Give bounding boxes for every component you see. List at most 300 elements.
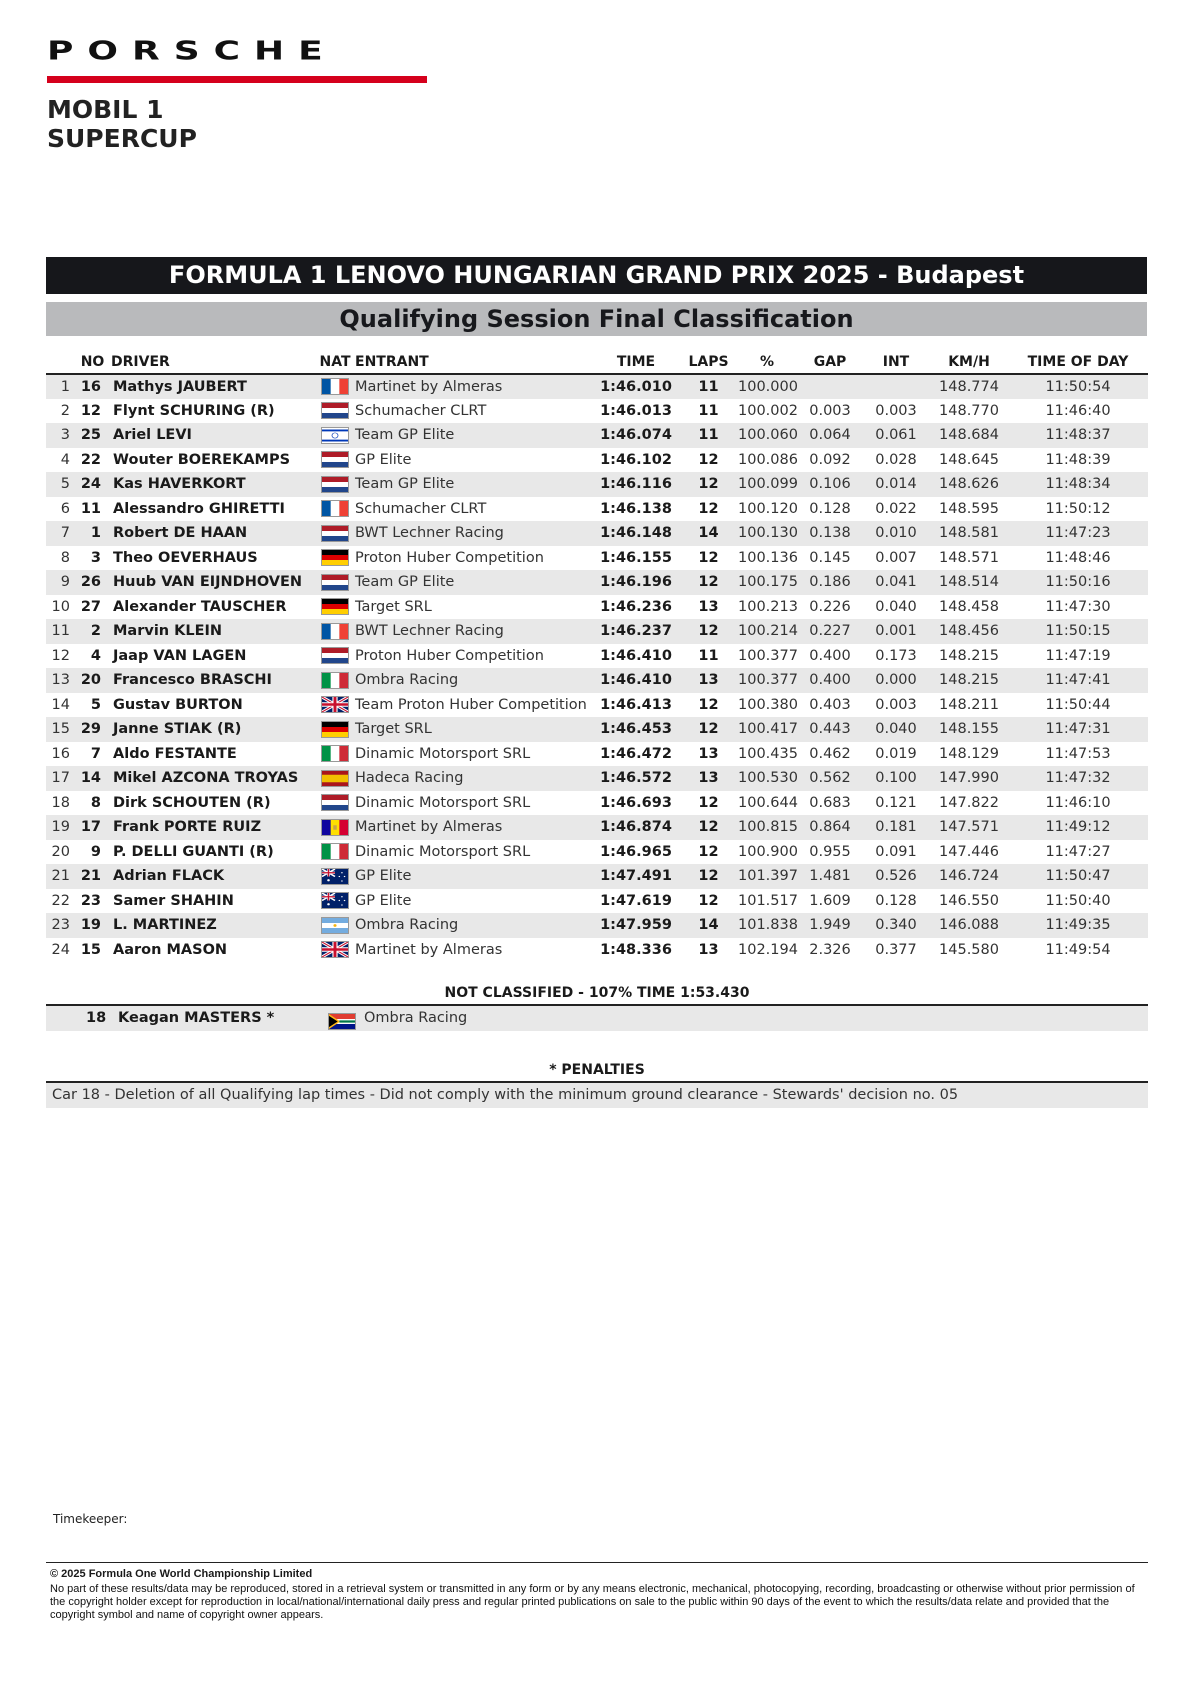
nc-entrant: Ombra Racing xyxy=(364,1010,468,1026)
results-body xyxy=(46,374,1148,962)
cell-int: 0.377 xyxy=(875,941,917,958)
series-name xyxy=(47,95,197,153)
cell-no: 4 xyxy=(90,647,101,664)
cell-kmh: 148.581 xyxy=(930,521,1008,546)
table-row xyxy=(46,938,1148,963)
cell-pct: 100.435 xyxy=(738,745,798,762)
flag-icon xyxy=(321,574,349,591)
cell-entrant: Target SRL xyxy=(355,598,432,615)
cell-entrant: Proton Huber Competition xyxy=(355,647,544,664)
table-row xyxy=(46,815,1148,840)
cell-kmh: 148.458 xyxy=(939,598,999,615)
not-classified-title: NOT CLASSIFIED - 107% TIME 1:53.430 xyxy=(444,985,750,1001)
cell-nat xyxy=(317,644,353,669)
cell-kmh: 148.595 xyxy=(939,500,999,517)
cell-gap: 0.092 xyxy=(809,451,851,468)
cell-laps: 13 xyxy=(681,766,736,791)
cell-time: 1:46.410 xyxy=(600,647,672,664)
cell-laps: 11 xyxy=(681,423,736,448)
cell-tod: 11:48:46 xyxy=(1045,549,1111,566)
cell-pct: 100.000 xyxy=(736,374,798,399)
table-row xyxy=(46,546,1148,571)
cell-int xyxy=(862,374,930,399)
table-row xyxy=(46,521,1148,546)
cell-no: 12 xyxy=(80,402,101,419)
table-row xyxy=(46,717,1148,742)
cell-driver: Frank PORTE RUIZ xyxy=(109,815,317,840)
cell-pos: 21 xyxy=(46,864,76,889)
cell-nat xyxy=(317,742,353,767)
cell-laps: 12 xyxy=(698,696,719,713)
cell-tod: 11:47:41 xyxy=(1008,668,1148,693)
cell-driver: Dirk SCHOUTEN (R) xyxy=(113,794,271,811)
cell-time: 1:46.010 xyxy=(591,374,681,399)
cell-no: 21 xyxy=(76,864,109,889)
cell-pos: 17 xyxy=(46,766,76,791)
cell-driver: Francesco BRASCHI xyxy=(109,668,317,693)
cell-gap: 0.138 xyxy=(798,521,862,546)
cell-int: 0.091 xyxy=(875,843,917,860)
cell-laps: 14 xyxy=(681,521,736,546)
flag-icon xyxy=(321,378,349,395)
not-classified-row xyxy=(46,1006,1148,1031)
cell-tod: 11:49:54 xyxy=(1045,941,1111,958)
cell-pos: 9 xyxy=(46,570,76,595)
cell-entrant: Ombra Racing xyxy=(353,913,591,938)
cell-gap: 0.003 xyxy=(809,402,851,419)
cell-gap: 1.481 xyxy=(798,864,862,889)
cell-gap: 0.562 xyxy=(798,766,862,791)
timekeeper-label: Timekeeper: xyxy=(53,1512,128,1526)
cell-pct: 100.060 xyxy=(736,423,798,448)
cell-pct: 100.120 xyxy=(738,500,798,517)
table-row xyxy=(46,619,1148,644)
cell-gap: 0.443 xyxy=(798,717,862,742)
table-row xyxy=(46,570,1148,595)
results-table xyxy=(46,350,1148,962)
table-row xyxy=(46,497,1148,522)
cell-tod: 11:48:39 xyxy=(1045,451,1111,468)
cell-gap: 0.403 xyxy=(809,696,851,713)
cell-no: 9 xyxy=(90,843,101,860)
cell-pos: 4 xyxy=(60,451,70,468)
cell-no: 24 xyxy=(76,472,109,497)
cell-tod: 11:47:30 xyxy=(1045,598,1111,615)
cell-no: 29 xyxy=(76,717,109,742)
cell-driver: Huub VAN EIJNDHOVEN xyxy=(109,570,317,595)
cell-gap: 0.955 xyxy=(809,843,851,860)
cell-nat xyxy=(317,423,353,448)
flag-icon xyxy=(321,843,349,860)
cell-no: 15 xyxy=(80,941,101,958)
cell-pct: 100.417 xyxy=(736,717,798,742)
cell-pos: 3 xyxy=(46,423,76,448)
cell-no: 20 xyxy=(76,668,109,693)
cell-kmh: 148.626 xyxy=(930,472,1008,497)
cell-entrant: Martinet by Almeras xyxy=(353,815,591,840)
legal-notice: No part of these results/data may be reproduced, stored in a retrieval system or transmitted in any form or by any means electronic, mechanical, photocopying, recording, broadcasting or otherwise without prior permission of the copyright holder except for reproduction in local/national/international daily press and regular printed publications on sale to the public within 90 days of the event to which the results/data relate and provided that the copyright symbol and name of copyright owner appears. xyxy=(50,1583,1135,1621)
cell-nat xyxy=(317,717,353,742)
flag-icon xyxy=(321,525,349,542)
cell-entrant: BWT Lechner Racing xyxy=(353,521,591,546)
cell-no: 27 xyxy=(80,598,101,615)
cell-entrant: Hadeca Racing xyxy=(353,766,591,791)
cell-pos: 12 xyxy=(51,647,70,664)
cell-kmh: 148.770 xyxy=(939,402,999,419)
cell-pct: 100.099 xyxy=(736,472,798,497)
cell-pct: 102.194 xyxy=(738,941,798,958)
cell-nat xyxy=(317,472,353,497)
cell-driver: Kas HAVERKORT xyxy=(109,472,317,497)
flag-icon xyxy=(328,1013,356,1030)
series-name-line1: MOBIL 1 xyxy=(47,95,164,124)
cell-driver: Marvin KLEIN xyxy=(109,619,317,644)
cell-pct: 100.644 xyxy=(738,794,798,811)
cell-laps: 12 xyxy=(698,549,719,566)
cell-entrant: Martinet by Almeras xyxy=(353,374,591,399)
cell-pct: 100.530 xyxy=(736,766,798,791)
cell-driver: Wouter BOEREKAMPS xyxy=(113,451,291,468)
cell-laps: 14 xyxy=(681,913,736,938)
cell-pct: 100.136 xyxy=(738,549,798,566)
cell-gap: 0.064 xyxy=(798,423,862,448)
cell-pos: 19 xyxy=(46,815,76,840)
cell-nat xyxy=(317,889,353,914)
cell-driver: Gustav BURTON xyxy=(113,696,243,713)
cell-int: 0.014 xyxy=(862,472,930,497)
cell-kmh: 148.211 xyxy=(939,696,999,713)
cell-pos: 24 xyxy=(51,941,70,958)
flag-icon xyxy=(321,745,349,762)
cell-entrant: Team Proton Huber Competition xyxy=(355,696,587,713)
cell-no: 7 xyxy=(90,745,101,762)
series-name-line2: SUPERCUP xyxy=(47,124,197,153)
cell-no: 2 xyxy=(76,619,109,644)
table-row xyxy=(46,913,1148,938)
cell-no: 3 xyxy=(90,549,101,566)
cell-kmh: 147.990 xyxy=(930,766,1008,791)
cell-gap: 0.128 xyxy=(809,500,851,517)
cell-laps: 12 xyxy=(681,864,736,889)
cell-laps: 13 xyxy=(698,598,719,615)
cell-time: 1:46.453 xyxy=(591,717,681,742)
header-int: INT xyxy=(862,350,930,374)
cell-time: 1:47.959 xyxy=(591,913,681,938)
cell-time: 1:46.155 xyxy=(600,549,672,566)
table-row xyxy=(46,399,1148,424)
cell-int: 0.001 xyxy=(862,619,930,644)
cell-nat xyxy=(317,840,353,865)
cell-no: 16 xyxy=(76,374,109,399)
cell-time: 1:47.491 xyxy=(591,864,681,889)
header-entrant: ENTRANT xyxy=(353,350,591,374)
cell-entrant: Team GP Elite xyxy=(353,423,591,448)
cell-laps: 12 xyxy=(698,794,719,811)
cell-laps: 11 xyxy=(698,402,719,419)
cell-time: 1:46.138 xyxy=(600,500,672,517)
cell-int: 0.100 xyxy=(862,766,930,791)
cell-time: 1:46.196 xyxy=(591,570,681,595)
cell-pct: 100.377 xyxy=(738,647,798,664)
cell-no: 14 xyxy=(76,766,109,791)
penalty-row: Car 18 - Deletion of all Qualifying lap times - Did not comply with the minimum ground clearance - Stewards' decision no. 05 xyxy=(46,1083,1148,1108)
cell-entrant: BWT Lechner Racing xyxy=(353,619,591,644)
cell-tod: 11:50:16 xyxy=(1008,570,1148,595)
cell-int: 0.003 xyxy=(875,696,917,713)
cell-kmh: 148.215 xyxy=(939,647,999,664)
cell-driver: Alessandro GHIRETTI xyxy=(113,500,285,517)
cell-int: 0.181 xyxy=(862,815,930,840)
cell-nat xyxy=(317,619,353,644)
cell-laps: 12 xyxy=(698,451,719,468)
nc-driver: Keagan MASTERS * xyxy=(118,1010,275,1026)
penalties-title: * PENALTIES xyxy=(549,1062,645,1078)
cell-int: 0.028 xyxy=(875,451,917,468)
cell-nat xyxy=(317,864,353,889)
cell-driver: Alexander TAUSCHER xyxy=(113,598,287,615)
cell-int: 0.121 xyxy=(875,794,917,811)
flag-icon xyxy=(321,770,349,787)
cell-int: 0.022 xyxy=(875,500,917,517)
cell-pos: 18 xyxy=(51,794,70,811)
cell-tod: 11:50:47 xyxy=(1008,864,1148,889)
cell-entrant: Target SRL xyxy=(353,717,591,742)
cell-laps: 12 xyxy=(698,843,719,860)
cell-entrant: Martinet by Almeras xyxy=(355,941,503,958)
cell-kmh: 147.446 xyxy=(939,843,999,860)
logo-red-bar xyxy=(47,76,427,83)
cell-gap: 0.462 xyxy=(809,745,851,762)
cell-kmh: 148.129 xyxy=(939,745,999,762)
cell-time: 1:46.102 xyxy=(600,451,672,468)
copyright-notice: © 2025 Formula One World Championship Limited xyxy=(50,1568,313,1580)
cell-driver: Mikel AZCONA TROYAS xyxy=(109,766,317,791)
cell-kmh: 148.684 xyxy=(930,423,1008,448)
cell-no: 5 xyxy=(90,696,101,713)
table-row xyxy=(46,595,1148,620)
cell-pos: 6 xyxy=(60,500,70,517)
cell-pos: 10 xyxy=(51,598,70,615)
cell-entrant: Team GP Elite xyxy=(353,570,591,595)
flag-icon xyxy=(321,721,349,738)
cell-gap: 0.683 xyxy=(809,794,851,811)
cell-driver: Aldo FESTANTE xyxy=(113,745,237,762)
cell-kmh: 145.580 xyxy=(939,941,999,958)
cell-pct: 100.815 xyxy=(736,815,798,840)
cell-pos: 1 xyxy=(46,374,76,399)
table-row xyxy=(46,791,1148,816)
event-title: FORMULA 1 LENOVO HUNGARIAN GRAND PRIX 2025 - Budapest xyxy=(46,257,1147,294)
session-title: Qualifying Session Final Classification xyxy=(46,302,1147,336)
table-row xyxy=(46,668,1148,693)
cell-time: 1:46.413 xyxy=(600,696,672,713)
table-row xyxy=(46,864,1148,889)
cell-gap: 1.609 xyxy=(809,892,851,909)
cell-nat xyxy=(317,815,353,840)
cell-time: 1:46.693 xyxy=(600,794,672,811)
cell-entrant: Team GP Elite xyxy=(353,472,591,497)
cell-entrant: Proton Huber Competition xyxy=(355,549,544,566)
cell-laps: 13 xyxy=(698,745,719,762)
cell-gap: 0.145 xyxy=(809,549,851,566)
header-pct: % xyxy=(736,350,798,374)
cell-driver: Robert DE HAAN xyxy=(109,521,317,546)
cell-nat xyxy=(317,791,353,816)
nc-no: 18 xyxy=(86,1010,107,1026)
cell-entrant: Dinamic Motorsport SRL xyxy=(355,843,531,860)
cell-gap: 0.226 xyxy=(809,598,851,615)
cell-pos: 20 xyxy=(51,843,70,860)
cell-no: 23 xyxy=(80,892,101,909)
cell-tod: 11:48:37 xyxy=(1008,423,1148,448)
flag-icon xyxy=(321,819,349,836)
cell-entrant: GP Elite xyxy=(353,864,591,889)
cell-int: 0.173 xyxy=(875,647,917,664)
cell-time: 1:46.572 xyxy=(591,766,681,791)
cell-nat xyxy=(317,448,353,473)
cell-int: 0.000 xyxy=(862,668,930,693)
cell-no: 17 xyxy=(76,815,109,840)
cell-int: 0.526 xyxy=(862,864,930,889)
cell-gap: 0.400 xyxy=(798,668,862,693)
cell-tod: 11:47:53 xyxy=(1045,745,1111,762)
cell-pct: 100.175 xyxy=(736,570,798,595)
header-no: NO xyxy=(76,350,109,374)
cell-tod: 11:50:15 xyxy=(1008,619,1148,644)
cell-pos: 8 xyxy=(60,549,70,566)
cell-time: 1:46.013 xyxy=(600,402,672,419)
cell-time: 1:46.472 xyxy=(600,745,672,762)
cell-time: 1:46.410 xyxy=(591,668,681,693)
table-row xyxy=(46,693,1148,718)
cell-pct: 100.214 xyxy=(736,619,798,644)
cell-driver: P. DELLI GUANTI (R) xyxy=(113,843,274,860)
cell-no: 22 xyxy=(80,451,101,468)
cell-int: 0.010 xyxy=(862,521,930,546)
footer-divider xyxy=(46,1562,1148,1563)
cell-driver: Aaron MASON xyxy=(113,941,228,958)
cell-nat xyxy=(317,521,353,546)
cell-pct: 100.380 xyxy=(738,696,798,713)
cell-nat xyxy=(317,546,353,571)
cell-driver: Theo OEVERHAUS xyxy=(113,549,258,566)
header-gap: GAP xyxy=(798,350,862,374)
cell-kmh: 148.571 xyxy=(939,549,999,566)
cell-pos: 11 xyxy=(46,619,76,644)
cell-kmh: 148.774 xyxy=(930,374,1008,399)
flag-icon xyxy=(321,476,349,493)
cell-laps: 13 xyxy=(698,941,719,958)
cell-tod: 11:50:44 xyxy=(1045,696,1111,713)
cell-no: 11 xyxy=(80,500,101,517)
cell-driver: L. MARTINEZ xyxy=(109,913,317,938)
table-row xyxy=(46,840,1148,865)
cell-pct: 101.397 xyxy=(736,864,798,889)
flag-icon xyxy=(321,647,349,664)
cell-int: 0.019 xyxy=(875,745,917,762)
cell-tod: 11:50:12 xyxy=(1045,500,1111,517)
cell-entrant: Dinamic Motorsport SRL xyxy=(355,794,531,811)
cell-gap: 0.864 xyxy=(798,815,862,840)
flag-icon xyxy=(321,500,349,517)
cell-time: 1:47.619 xyxy=(600,892,672,909)
cell-pct: 100.130 xyxy=(736,521,798,546)
cell-pos: 22 xyxy=(51,892,70,909)
cell-driver: Janne STIAK (R) xyxy=(109,717,317,742)
cell-int: 0.040 xyxy=(875,598,917,615)
table-row xyxy=(46,766,1148,791)
header-laps: LAPS xyxy=(681,350,736,374)
cell-nat xyxy=(317,570,353,595)
cell-laps: 12 xyxy=(698,500,719,517)
cell-nat xyxy=(317,766,353,791)
cell-tod: 11:46:10 xyxy=(1045,794,1111,811)
cell-kmh: 148.645 xyxy=(939,451,999,468)
cell-pct: 101.838 xyxy=(736,913,798,938)
cell-int: 0.040 xyxy=(862,717,930,742)
cell-time: 1:46.965 xyxy=(600,843,672,860)
cell-gap: 0.400 xyxy=(809,647,851,664)
cell-nat xyxy=(317,497,353,522)
cell-int: 0.128 xyxy=(875,892,917,909)
flag-icon xyxy=(321,451,349,468)
cell-pos: 13 xyxy=(46,668,76,693)
cell-gap: 1.949 xyxy=(798,913,862,938)
cell-nat xyxy=(317,374,353,399)
cell-nat xyxy=(317,399,353,424)
cell-entrant: Ombra Racing xyxy=(353,668,591,693)
cell-tod: 11:46:40 xyxy=(1045,402,1111,419)
cell-no: 25 xyxy=(76,423,109,448)
cell-driver: Samer SHAHIN xyxy=(113,892,234,909)
cell-laps: 12 xyxy=(681,815,736,840)
cell-laps: 13 xyxy=(681,668,736,693)
flag-icon xyxy=(321,892,349,909)
cell-pos: 7 xyxy=(46,521,76,546)
cell-pct: 101.517 xyxy=(738,892,798,909)
cell-driver: Jaap VAN LAGEN xyxy=(113,647,247,664)
cell-tod: 11:48:34 xyxy=(1008,472,1148,497)
cell-time: 1:46.074 xyxy=(591,423,681,448)
flag-icon xyxy=(321,623,349,640)
cell-pct: 100.002 xyxy=(738,402,798,419)
cell-pct: 100.213 xyxy=(738,598,798,615)
cell-entrant: Schumacher CLRT xyxy=(355,500,487,517)
header-nat: NAT xyxy=(317,350,353,374)
porsche-logo xyxy=(47,38,427,76)
flag-icon xyxy=(321,794,349,811)
flag-icon xyxy=(321,941,349,958)
cell-driver: Adrian FLACK xyxy=(109,864,317,889)
flag-icon xyxy=(321,672,349,689)
cell-tod: 11:47:19 xyxy=(1045,647,1111,664)
flag-icon xyxy=(321,402,349,419)
cell-gap xyxy=(798,374,862,399)
cell-pos: 5 xyxy=(46,472,76,497)
table-row xyxy=(46,742,1148,767)
cell-tod: 11:49:12 xyxy=(1008,815,1148,840)
cell-laps: 12 xyxy=(681,472,736,497)
table-row xyxy=(46,472,1148,497)
cell-tod: 11:47:31 xyxy=(1008,717,1148,742)
table-row xyxy=(46,448,1148,473)
cell-pos: 23 xyxy=(46,913,76,938)
cell-nat xyxy=(317,668,353,693)
table-header-row xyxy=(46,350,1148,374)
cell-time: 1:46.237 xyxy=(591,619,681,644)
cell-pct: 100.900 xyxy=(738,843,798,860)
cell-pos: 2 xyxy=(60,402,70,419)
